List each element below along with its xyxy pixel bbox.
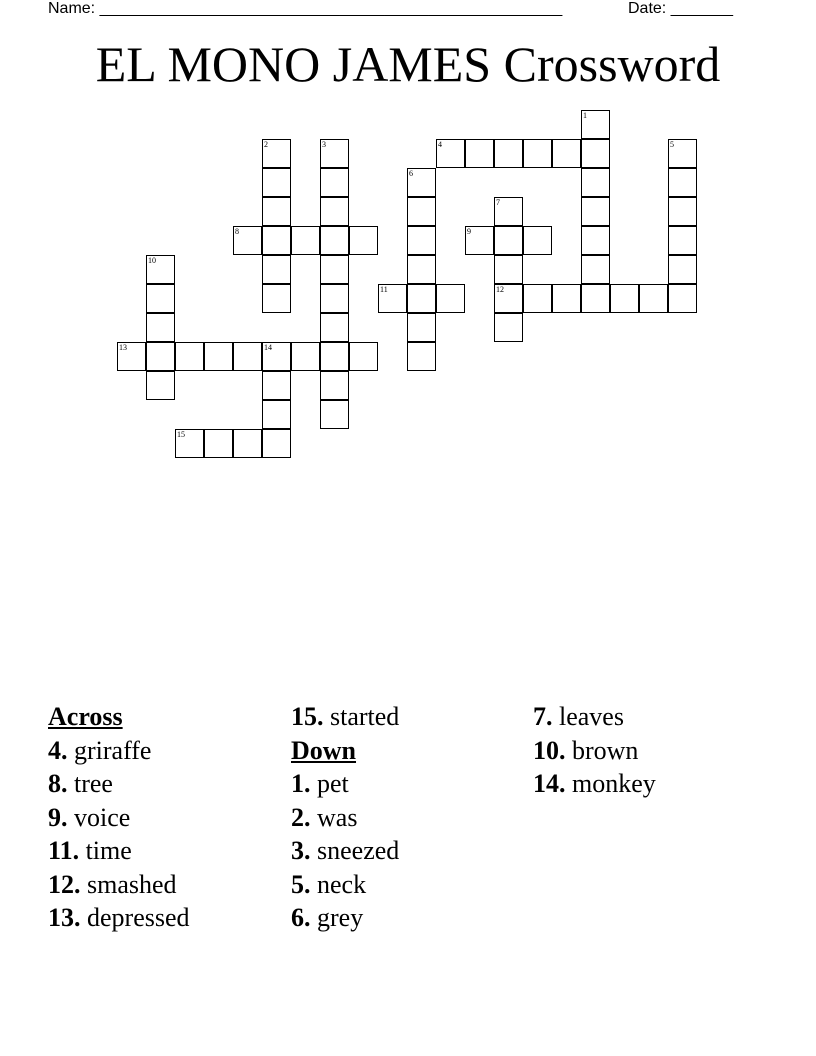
- grid-cell[interactable]: [320, 197, 349, 226]
- grid-cell[interactable]: [320, 313, 349, 342]
- grid-cell[interactable]: [146, 313, 175, 342]
- grid-cell[interactable]: [262, 284, 291, 313]
- cell-number: 9: [467, 227, 471, 236]
- clue-down-1: 1. pet: [291, 769, 349, 798]
- grid-cell[interactable]: [494, 284, 523, 313]
- cell-number: 8: [235, 227, 239, 236]
- down-heading: Down: [291, 735, 357, 765]
- cell-number: 10: [148, 256, 156, 265]
- page-title: EL MONO JAMES Crossword: [95, 36, 721, 92]
- grid-cell[interactable]: [581, 226, 610, 255]
- grid-cell[interactable]: [465, 226, 494, 255]
- cell-number: 1: [583, 111, 587, 120]
- grid-cell[interactable]: [407, 226, 436, 255]
- clue-down-2: 2. was: [291, 802, 358, 832]
- grid-cell[interactable]: [146, 284, 175, 313]
- cell-number: 7: [496, 198, 500, 207]
- grid-cell[interactable]: [552, 284, 581, 313]
- grid-cell[interactable]: [494, 226, 523, 255]
- grid-cell[interactable]: [494, 197, 523, 226]
- clue-across-15: 15. started: [291, 702, 400, 731]
- grid-cell[interactable]: [262, 255, 291, 284]
- cell-number: 15: [177, 430, 185, 439]
- grid-cell[interactable]: [668, 139, 697, 168]
- grid-cell[interactable]: [233, 342, 262, 371]
- clue-across-13: 13. depressed: [48, 903, 190, 932]
- grid-cell[interactable]: [262, 139, 291, 168]
- clue-down-14: 14. monkey: [533, 769, 656, 798]
- grid-cell[interactable]: [581, 110, 610, 139]
- grid-cell[interactable]: [262, 342, 291, 371]
- grid-cell[interactable]: [378, 284, 407, 313]
- clue-across-4: 4. griraffe: [48, 735, 152, 765]
- grid-cell[interactable]: [175, 429, 204, 458]
- cell-number: 11: [380, 285, 388, 294]
- grid-cell[interactable]: [494, 313, 523, 342]
- cell-number: 2: [264, 140, 268, 149]
- grid-cell[interactable]: [581, 284, 610, 313]
- grid-cell[interactable]: [494, 255, 523, 284]
- across-heading: Across: [48, 702, 123, 731]
- crossword-grid: [0, 0, 816, 520]
- clue-down-10: 10. brown: [533, 735, 639, 765]
- grid-cell[interactable]: [320, 255, 349, 284]
- grid-cell[interactable]: [175, 342, 204, 371]
- clue-down-6: 6. grey: [291, 903, 364, 932]
- grid-cell[interactable]: [523, 226, 552, 255]
- grid-cell[interactable]: [320, 284, 349, 313]
- grid-cell[interactable]: [581, 168, 610, 197]
- grid-cell[interactable]: [639, 284, 668, 313]
- grid-cell[interactable]: [117, 342, 146, 371]
- grid-cell[interactable]: [146, 255, 175, 284]
- grid-cell[interactable]: [320, 226, 349, 255]
- grid-cell[interactable]: [552, 139, 581, 168]
- grid-cell[interactable]: [262, 197, 291, 226]
- grid-cell[interactable]: [262, 226, 291, 255]
- grid-cell[interactable]: [262, 168, 291, 197]
- grid-cell[interactable]: [668, 284, 697, 313]
- cell-number: 6: [409, 169, 413, 178]
- cell-number: 4: [438, 140, 442, 149]
- cell-number: 3: [322, 140, 326, 149]
- grid-cell[interactable]: [668, 197, 697, 226]
- grid-cell[interactable]: [233, 429, 262, 458]
- cell-number: 14: [264, 343, 272, 352]
- date-label: Date: _______: [628, 0, 733, 17]
- grid-cell[interactable]: [581, 255, 610, 284]
- grid-cell[interactable]: [436, 139, 465, 168]
- cell-number: 13: [119, 343, 127, 352]
- grid-cell[interactable]: [523, 139, 552, 168]
- grid-cell[interactable]: [233, 226, 262, 255]
- grid-cell[interactable]: [146, 342, 175, 371]
- grid-cell[interactable]: [291, 226, 320, 255]
- grid-cell[interactable]: [581, 197, 610, 226]
- grid-cell[interactable]: [494, 139, 523, 168]
- grid-cell[interactable]: [204, 429, 233, 458]
- grid-cell[interactable]: [407, 284, 436, 313]
- grid-cell[interactable]: [407, 313, 436, 342]
- grid-cell[interactable]: [204, 342, 233, 371]
- grid-cell[interactable]: [262, 371, 291, 400]
- cell-number: 5: [670, 140, 674, 149]
- cell-number: 12: [496, 285, 504, 294]
- grid-cell[interactable]: [668, 226, 697, 255]
- grid-cell[interactable]: [436, 284, 465, 313]
- clues-column-3: [533, 700, 656, 801]
- grid-cell[interactable]: [407, 255, 436, 284]
- clue-down-5: 5. neck: [291, 869, 367, 899]
- grid-cell[interactable]: [320, 371, 349, 400]
- grid-cell[interactable]: [291, 342, 320, 371]
- grid-cell[interactable]: [320, 168, 349, 197]
- grid-cell[interactable]: [320, 342, 349, 371]
- grid-cell[interactable]: [349, 342, 378, 371]
- grid-cell[interactable]: [581, 139, 610, 168]
- grid-cell[interactable]: [668, 255, 697, 284]
- grid-cell[interactable]: [407, 197, 436, 226]
- grid-cell[interactable]: [262, 400, 291, 429]
- grid-cell[interactable]: [320, 139, 349, 168]
- grid-cell[interactable]: [407, 168, 436, 197]
- grid-cell[interactable]: [523, 284, 552, 313]
- grid-cell[interactable]: [262, 429, 291, 458]
- clue-across-11: 11. time: [48, 836, 132, 865]
- clues-column-1: [48, 700, 190, 935]
- name-label: Name: ____________________________________________________: [48, 0, 563, 17]
- clue-down-3: 3. sneezed: [291, 836, 400, 865]
- grid-cell[interactable]: [465, 139, 494, 168]
- clue-down-7: 7. leaves: [533, 702, 624, 731]
- clue-across-9: 9. voice: [48, 802, 131, 832]
- grid-cell[interactable]: [407, 342, 436, 371]
- grid-cell[interactable]: [668, 168, 697, 197]
- clue-across-12: 12. smashed: [48, 869, 177, 899]
- grid-cell[interactable]: [320, 400, 349, 429]
- grid-cell[interactable]: [146, 371, 175, 400]
- grid-cell[interactable]: [349, 226, 378, 255]
- clues-column-2: [291, 700, 399, 935]
- grid-cell[interactable]: [610, 284, 639, 313]
- clue-across-8: 8. tree: [48, 769, 113, 798]
